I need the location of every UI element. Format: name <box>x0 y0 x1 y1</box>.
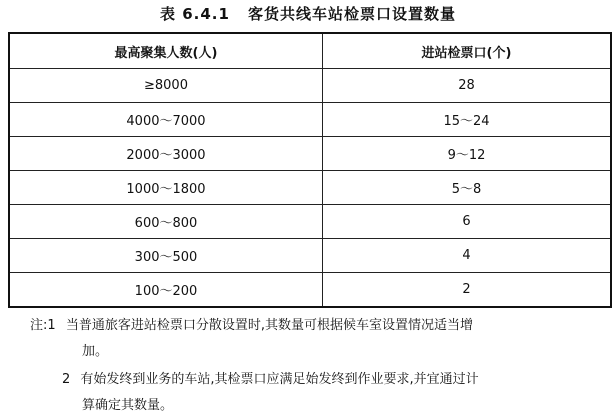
cell-gates: 15～24 <box>323 103 612 137</box>
cell-gates: 6 <box>323 205 612 239</box>
header-entry-gates: 进站检票口(个) <box>323 33 612 69</box>
header-max-crowd: 最高聚集人数(人) <box>9 33 323 69</box>
table-row <box>9 103 611 137</box>
note-1-continuation: 加。 <box>82 344 109 359</box>
table-number: 表 6.4.1 <box>160 5 230 23</box>
table-title <box>0 3 616 24</box>
cell-crowd: 100～200 <box>9 273 323 308</box>
cell-crowd: 4000～7000 <box>9 103 323 137</box>
note-text: 有始发终到业务的车站,其检票口应满足始发终到作业要求,并宜通过计 <box>80 372 479 387</box>
table-row <box>9 69 611 103</box>
checkpoint-table <box>8 32 612 308</box>
cell-crowd: 600～800 <box>9 205 323 239</box>
note-text: 当普通旅客进站检票口分散设置时,其数量可根据候车室设置情况适当增 <box>65 318 473 333</box>
note-prefix: 注: <box>30 318 48 333</box>
table-row <box>9 137 611 171</box>
cell-crowd: 300～500 <box>9 239 323 273</box>
note-number: 2 <box>62 372 71 387</box>
cell-crowd: 1000～1800 <box>9 171 323 205</box>
table-row <box>9 273 611 308</box>
note-2-continuation: 算确定其数量。 <box>82 398 174 413</box>
note-1 <box>30 314 473 338</box>
table-row <box>9 205 611 239</box>
note-number: 1 <box>47 318 56 333</box>
table-caption: 客货共线车站检票口设置数量 <box>247 5 456 23</box>
table-row <box>9 171 611 205</box>
cell-crowd: ≥8000 <box>9 69 323 103</box>
cell-gates: 2 <box>323 273 612 308</box>
cell-gates: 4 <box>323 239 612 273</box>
note-2 <box>62 368 479 392</box>
cell-gates: 28 <box>323 69 612 103</box>
cell-crowd: 2000～3000 <box>9 137 323 171</box>
table-header-row <box>9 33 611 69</box>
cell-gates: 9～12 <box>323 137 612 171</box>
cell-gates: 5～8 <box>323 171 612 205</box>
table-row <box>9 239 611 273</box>
